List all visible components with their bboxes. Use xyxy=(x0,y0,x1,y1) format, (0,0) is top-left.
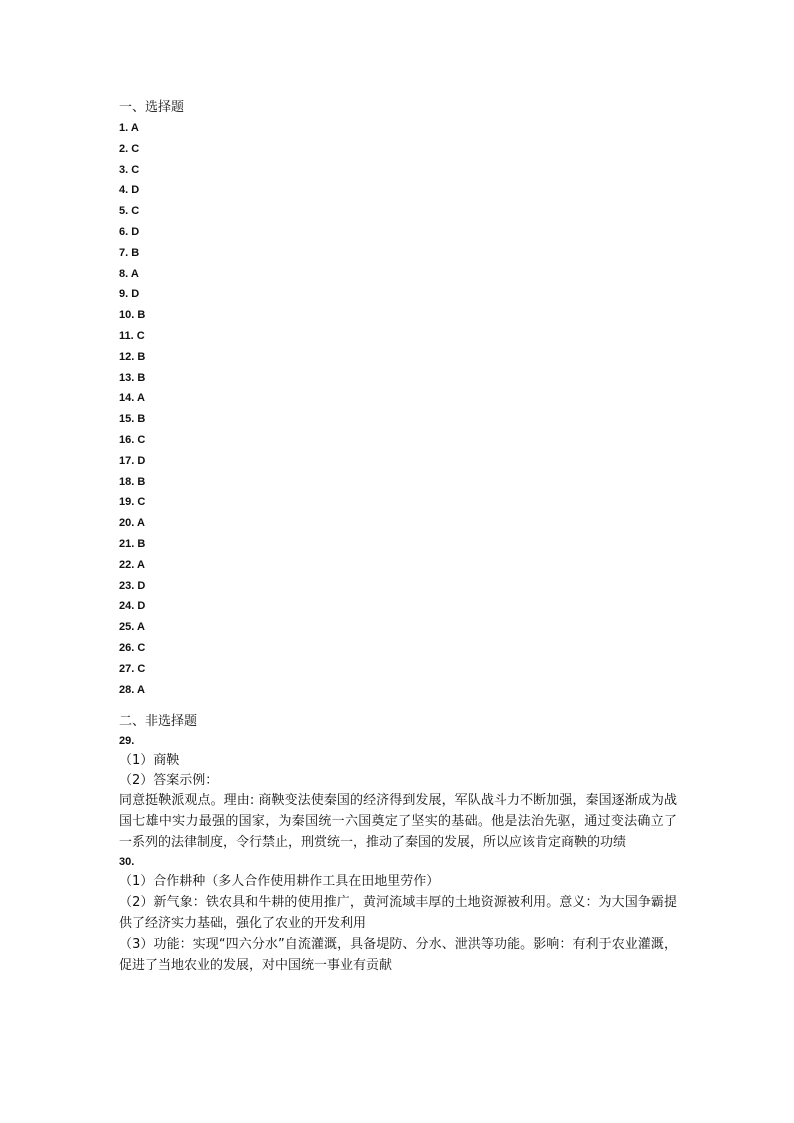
choice-answer-1: 1. A xyxy=(119,122,139,134)
choice-answer-6: 6. D xyxy=(119,225,140,238)
choice-answer-24: 24. D xyxy=(119,600,146,613)
choice-answer-27: 27. C xyxy=(119,662,146,675)
question-29-part-2: （2）答案示例： xyxy=(119,772,219,788)
choice-answer-22: 22. A xyxy=(119,558,145,571)
choice-answer-28: 28. A xyxy=(119,683,145,696)
choice-answer-2: 2. C xyxy=(119,142,140,155)
choice-answer-16: 16. C xyxy=(119,433,146,446)
choice-answer-14: 14. A xyxy=(119,392,145,405)
choice-answer-26: 26. C xyxy=(119,641,146,654)
question-30-number: 30. xyxy=(119,856,135,869)
choice-answer-18: 18. B xyxy=(119,475,146,488)
choice-answer-9: 9. D xyxy=(119,288,140,301)
question-30-part-1: （1）合作耕种（多人合作使用耕作工具在田地里劳作） xyxy=(119,874,440,890)
choice-answer-21: 21. B xyxy=(119,537,146,550)
choice-answer-20: 20. A xyxy=(119,517,145,530)
question-29-number: 29. xyxy=(119,735,135,748)
choice-answer-12: 12. B xyxy=(119,350,146,363)
choice-answer-7: 7. B xyxy=(119,246,140,259)
choice-answer-list xyxy=(119,118,679,700)
choice-answer-17: 17. D xyxy=(119,454,146,467)
choice-answer-11: 11. C xyxy=(119,329,145,342)
choice-answer-13: 13. B xyxy=(119,371,146,384)
question-29-part-1: （1）商鞅 xyxy=(119,753,180,769)
answer-sheet xyxy=(119,98,679,976)
choice-answer-23: 23. D xyxy=(119,579,146,592)
choice-answer-10: 10. B xyxy=(119,309,146,322)
choice-answer-25: 25. A xyxy=(119,621,145,634)
choice-answer-15: 15. B xyxy=(119,413,146,426)
choice-answer-5: 5. C xyxy=(119,205,140,218)
question-29-answer: 同意挺鞅派观点。理由: 商鞅变法使秦国的经济得到发展，军队战斗力不断加强，秦国逐渐成为战国七雄中实力最强的国家，为秦国统一六国奠定了坚实的基础。他是法治先驱，通过变法确立了一系列的法律制度，令行禁止，刑赏统一，推动了秦国的发展，所以应该肯定商鞅的功绩 xyxy=(119,793,677,851)
choice-answer-4: 4. D xyxy=(119,184,140,197)
question-30-part-2: （2）新气象：铁农具和牛耕的使用推广，黄河流域丰厚的土地资源被利用。意义：为大国争霸提供了经济实力基础，强化了农业的开发利用 xyxy=(119,894,677,931)
choice-answer-19: 19. C xyxy=(119,496,146,509)
choice-answer-8: 8. A xyxy=(119,267,139,280)
section-heading-choice: 一、选择题 xyxy=(119,100,185,115)
choice-answer-3: 3. C xyxy=(119,163,140,176)
question-30-part-3: （3）功能：实现“四六分水”自流灌溉，具备堤防、分水、泄洪等功能。影响：有利于农业灌溉，促进了当地农业的发展，对中国统一事业有贡献 xyxy=(119,936,677,973)
section-heading-non-choice: 二、非选择题 xyxy=(119,714,198,730)
